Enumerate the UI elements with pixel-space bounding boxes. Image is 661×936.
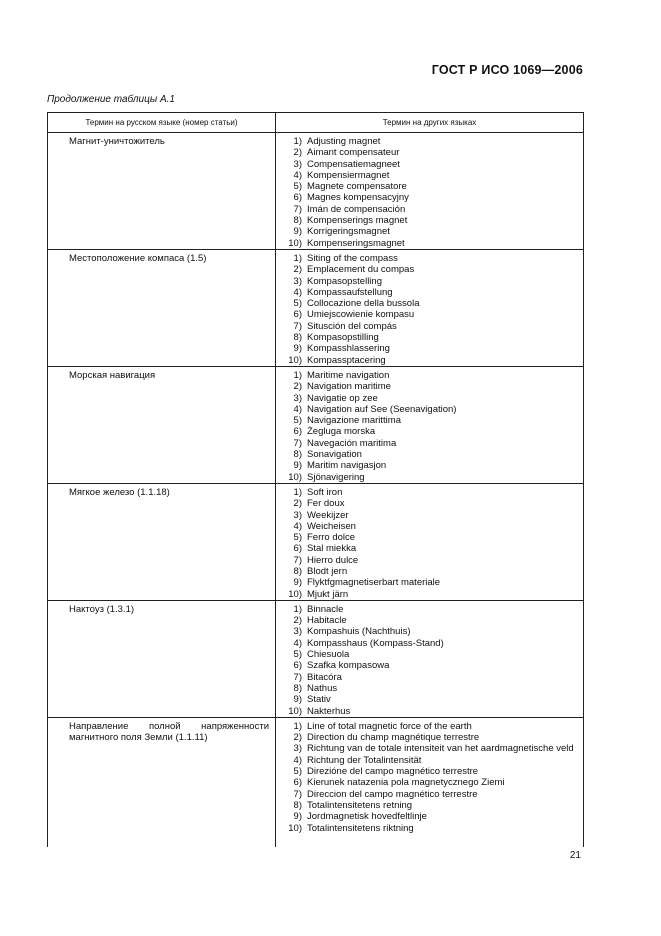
list-item: 10) Sjönavigering (288, 471, 365, 483)
list-item: 2) Emplacement du compas (293, 264, 415, 276)
list-item: 9) Stativ (293, 694, 331, 706)
list-item: 3) Weekijzer (293, 509, 349, 521)
other-terms-cell (276, 600, 584, 717)
list-item: 8) Nathus (293, 682, 338, 694)
list-item: 2) Direction du champ magnétique terrestre (293, 732, 480, 744)
russian-term: Магнит-уничтожитель (48, 133, 276, 250)
list-item: 7) Hierro dulce (293, 554, 359, 566)
table-row (48, 366, 584, 483)
other-terms-cell (276, 483, 584, 600)
list-item: 5) Chiesuola (293, 649, 350, 661)
column-header-russian: Термин на русском языке (номер статьи) (48, 113, 276, 133)
russian-term: Морская навигация (48, 366, 276, 483)
list-item: 4) Kompassaufstellung (293, 286, 393, 298)
table-caption: Продолжение таблицы А.1 (47, 94, 175, 105)
list-item: 3) Kompasopstelling (293, 275, 382, 287)
list-item: 1) Binnacle (293, 603, 344, 615)
list-item: 8) Kompasopstilling (293, 332, 379, 344)
list-item: 9) Maritim navigasjon (293, 460, 387, 472)
terms-table (47, 112, 584, 847)
list-item: 4) Kompensiermagnet (293, 169, 390, 181)
list-item: 4) Navigation auf See (Seenavigation) (293, 403, 457, 415)
standard-code: ГОСТ Р ИСО 1069—2006 (431, 63, 583, 77)
list-item: 9) Flyktfgmagnetiserbart materiale (293, 577, 441, 589)
other-terms-cell (276, 366, 584, 483)
list-item: 7) Situsción del compás (293, 320, 397, 332)
list-item: 2) Navigation maritime (293, 381, 391, 393)
list-item: 10) Nakterhus (288, 705, 351, 717)
list-item: 1) Adjusting magnet (293, 136, 381, 147)
list-item: 4) Kompasshaus (Kompass-Stand) (293, 637, 444, 649)
table-body (48, 133, 584, 848)
other-terms-list (276, 721, 583, 834)
list-item: 10) Mjukt järn (288, 588, 349, 600)
list-item: 9) Korrigeringsmagnet (293, 226, 390, 238)
table-header-row (48, 113, 584, 133)
list-item: 5) Navigazione marittima (293, 415, 401, 427)
list-item: 8) Kompenserings magnet (293, 215, 408, 227)
list-item: 6) Stal miekka (293, 543, 357, 555)
list-item: 8) Sonavigation (293, 449, 362, 461)
list-item: 8) Blodt jern (293, 565, 348, 577)
other-terms-list (276, 370, 583, 483)
other-terms-cell (276, 249, 584, 366)
list-item: 3) Compensatiemagneet (293, 158, 400, 170)
list-item: 5) Ferro dolce (293, 532, 356, 544)
list-item: 3) Richtung van de totale intensiteit van het aardmagnetische veld (293, 743, 574, 755)
list-item: 10) Totalintensitetens riktning (288, 822, 414, 834)
other-terms-list (276, 604, 583, 717)
list-item: 7) Bitacóra (293, 671, 342, 683)
list-item: 7) Navegación maritima (293, 437, 397, 449)
list-item: 4) Richtung der Totalintensität (293, 754, 422, 766)
russian-term: Направление полной напряженности магнитного поля Земли (1.1.11) (48, 717, 276, 847)
other-terms-cell (276, 133, 584, 250)
russian-term: Мягкое железо (1.1.18) (48, 483, 276, 600)
list-item: 1) Line of total magnetic force of the earth (293, 720, 472, 732)
list-item: 5) Direzióne del campo magnético terrestre (293, 766, 479, 778)
list-item: 2) Fer doux (293, 498, 345, 510)
list-item: 10) Kompenseringsmagnet (288, 237, 405, 249)
list-item: 4) Weicheisen (293, 520, 356, 532)
list-item: 3) Navigatie op zee (293, 392, 378, 404)
table-row (48, 717, 584, 847)
other-terms-cell (276, 717, 584, 847)
list-item: 1) Siting of the compass (293, 252, 398, 264)
table-row (48, 483, 584, 600)
list-item: 6) Magnes kompensacyjny (293, 192, 409, 204)
russian-term: Местоположение компаса (1.5) (48, 249, 276, 366)
other-terms-list (276, 253, 583, 366)
list-item: 2) Habitacle (293, 615, 347, 627)
russian-term: Нактоуз (1.3.1) (48, 600, 276, 717)
list-item: 1) Soft iron (293, 486, 343, 498)
list-item: 6) Kierunek natazenia pola magnetycznego Ziemi (293, 777, 505, 789)
list-item: 6) Szafka kompasowa (293, 660, 390, 672)
list-item: 6) Żegluga morska (293, 426, 376, 438)
list-item: 10) Kompassptacering (288, 354, 386, 366)
column-header-other-languages: Термин на других языках (276, 113, 584, 133)
list-item: 5) Collocazione della bussola (293, 298, 420, 310)
list-item: 5) Magnete compensatore (293, 181, 407, 193)
list-item: 9) Jordmagnetisk hovedfeltlinje (293, 811, 427, 823)
list-item: 8) Totalintensitetens retning (293, 799, 413, 811)
list-item: 9) Kompasshlassering (293, 343, 390, 355)
table-row (48, 133, 584, 250)
page-number: 21 (569, 850, 581, 861)
list-item: 1) Maritime navigation (293, 369, 390, 381)
table-row (48, 600, 584, 717)
list-item: 6) Umiejscowienie kompasu (293, 309, 415, 321)
table-row (48, 249, 584, 366)
list-item: 3) Kompashuis (Nachthuis) (293, 626, 411, 638)
list-item: 2) Aimant compensateur (293, 147, 400, 159)
list-item: 7) Direccion del campo magnético terrestre (293, 788, 478, 800)
other-terms-list (276, 136, 583, 249)
other-terms-list (276, 487, 583, 600)
list-item: 7) Imán de compensación (293, 203, 406, 215)
